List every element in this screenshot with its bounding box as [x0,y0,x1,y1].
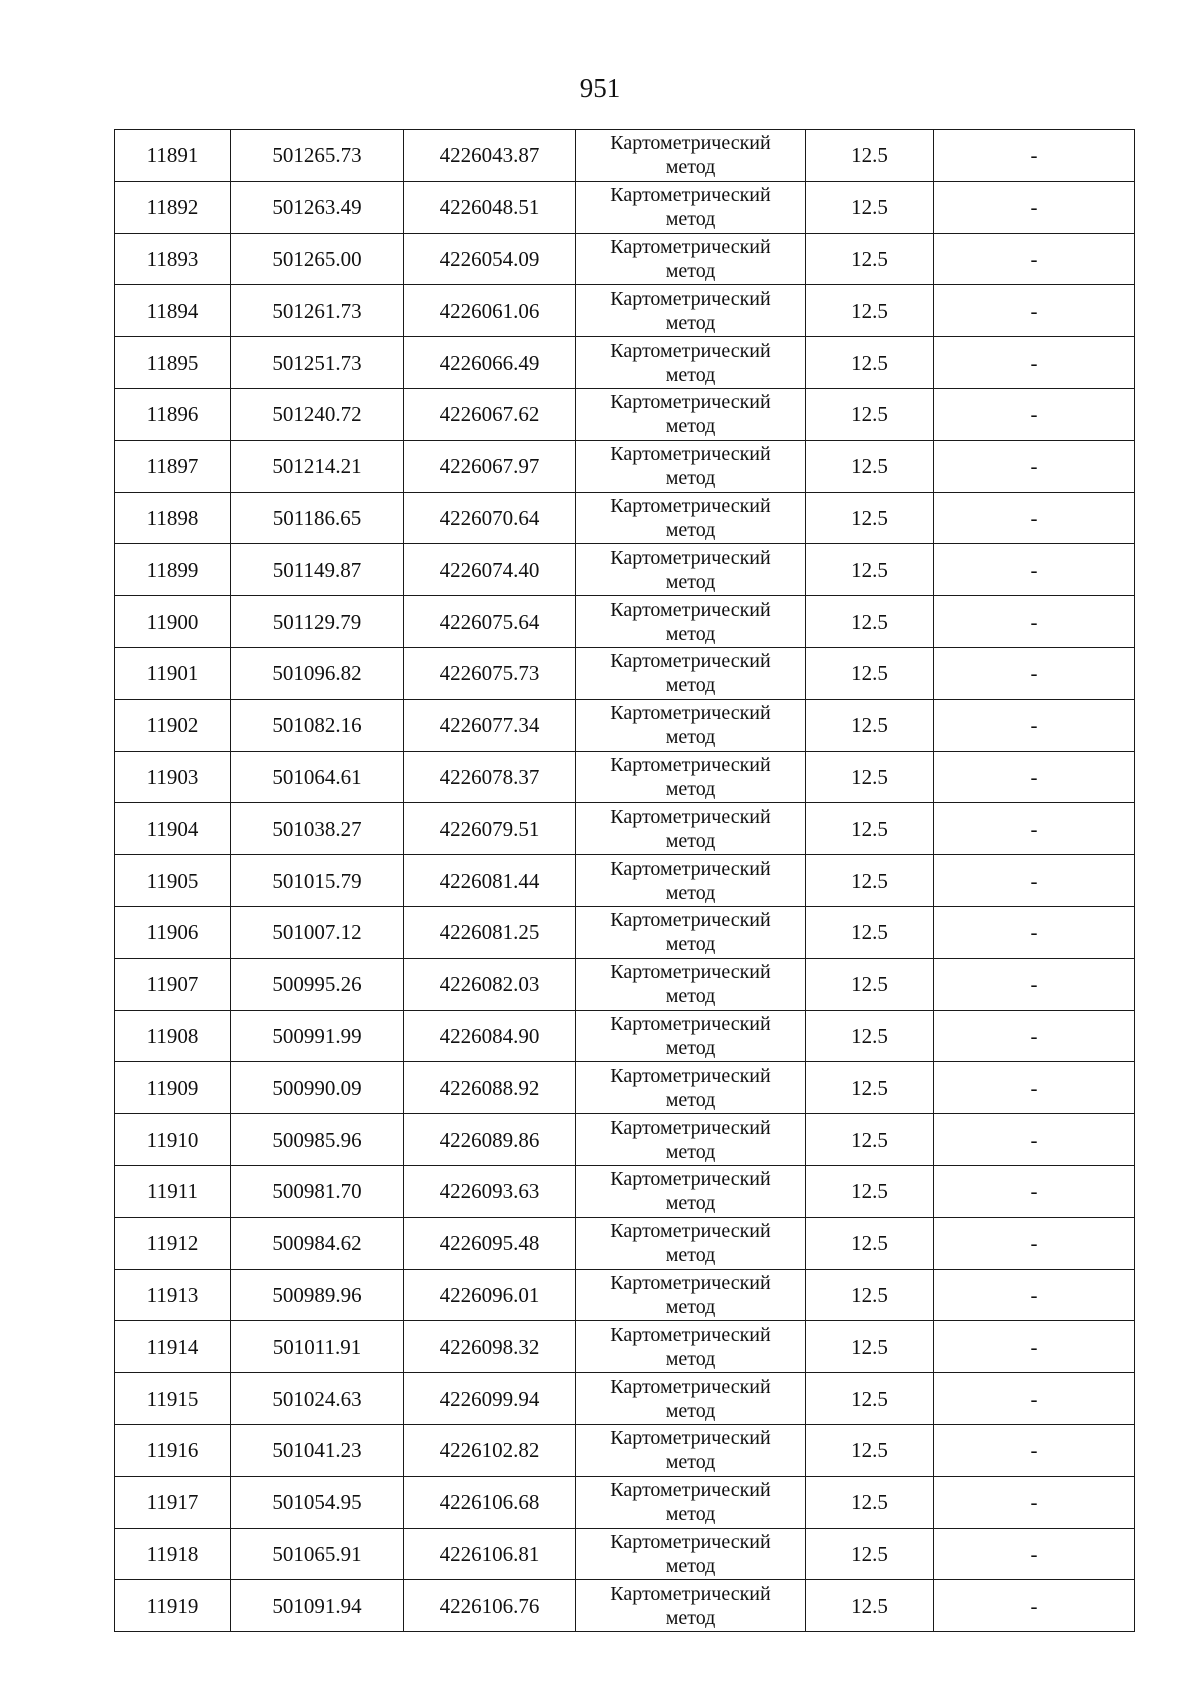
method-line-1: Картометрический [610,235,771,258]
table-row [115,388,1135,440]
accuracy-cell: 12.5 [806,440,934,492]
note-cell: - [934,285,1135,337]
method-line-1: Картометрический [610,1220,771,1243]
note-cell: - [934,1114,1135,1166]
x-coordinate-cell: 501091.94 [231,1580,404,1632]
table-row [115,1321,1135,1373]
x-coordinate-cell: 501054.95 [231,1476,404,1528]
accuracy-cell: 12.5 [806,130,934,182]
y-coordinate-cell: 4226106.68 [404,1476,576,1528]
point-number-cell: 11903 [115,751,231,803]
method-line-2: метод [665,208,716,231]
method-line-1: Картометрический [610,1116,771,1139]
table-row [115,596,1135,648]
page-number: 951 [579,73,621,103]
point-number-cell: 11910 [115,1114,231,1166]
x-coordinate-cell: 501214.21 [231,440,404,492]
point-number-cell: 11898 [115,492,231,544]
point-number-cell: 11894 [115,285,231,337]
method-line-1: Картометрический [610,1582,771,1605]
note-cell: - [934,596,1135,648]
point-number-cell: 11906 [115,906,231,958]
accuracy-cell: 12.5 [806,699,934,751]
point-number-cell: 11900 [115,596,231,648]
method-cell [576,233,806,285]
point-number-cell: 11897 [115,440,231,492]
method-cell [576,1321,806,1373]
y-coordinate-cell: 4226078.37 [404,751,576,803]
method-line-1: Картометрический [610,1427,771,1450]
point-number-cell: 11896 [115,388,231,440]
accuracy-cell: 12.5 [806,1010,934,1062]
table-row [115,337,1135,389]
point-number-cell: 11917 [115,1476,231,1528]
y-coordinate-cell: 4226067.97 [404,440,576,492]
accuracy-cell: 12.5 [806,388,934,440]
table-row [115,1062,1135,1114]
x-coordinate-cell: 501265.73 [231,130,404,182]
x-coordinate-cell: 501038.27 [231,803,404,855]
accuracy-cell: 12.5 [806,647,934,699]
table-row [115,544,1135,596]
method-line-1: Картометрический [610,546,771,569]
method-line-1: Картометрический [610,443,771,466]
table-row [115,130,1135,182]
accuracy-cell: 12.5 [806,181,934,233]
point-number-cell: 11899 [115,544,231,596]
point-number-cell: 11895 [115,337,231,389]
y-coordinate-cell: 4226095.48 [404,1217,576,1269]
accuracy-cell: 12.5 [806,1321,934,1373]
method-cell [576,1373,806,1425]
method-line-1: Картометрический [610,961,771,984]
method-cell [576,647,806,699]
y-coordinate-cell: 4226070.64 [404,492,576,544]
table-row [115,1010,1135,1062]
method-line-2: метод [665,726,716,749]
table-row [115,233,1135,285]
method-line-1: Картометрический [610,1168,771,1191]
y-coordinate-cell: 4226075.64 [404,596,576,648]
note-cell: - [934,1476,1135,1528]
point-number-cell: 11918 [115,1528,231,1580]
method-cell [576,1062,806,1114]
y-coordinate-cell: 4226043.87 [404,130,576,182]
y-coordinate-cell: 4226102.82 [404,1424,576,1476]
note-cell: - [934,544,1135,596]
point-number-cell: 11905 [115,855,231,907]
method-line-1: Картометрический [610,132,771,155]
method-cell [576,803,806,855]
method-line-2: метод [665,881,716,904]
method-line-2: метод [665,622,716,645]
point-number-cell: 11908 [115,1010,231,1062]
method-line-1: Картометрический [610,391,771,414]
method-line-1: Картометрический [610,1012,771,1035]
accuracy-cell: 12.5 [806,1373,934,1425]
method-line-2: метод [665,570,716,593]
table-row [115,1528,1135,1580]
method-line-2: метод [665,518,716,541]
x-coordinate-cell: 501024.63 [231,1373,404,1425]
x-coordinate-cell: 500995.26 [231,958,404,1010]
method-line-2: метод [665,1192,716,1215]
method-cell [576,958,806,1010]
y-coordinate-cell: 4226077.34 [404,699,576,751]
x-coordinate-cell: 501064.61 [231,751,404,803]
accuracy-cell: 12.5 [806,285,934,337]
method-line-2: метод [665,1554,716,1577]
y-coordinate-cell: 4226098.32 [404,1321,576,1373]
note-cell: - [934,1010,1135,1062]
accuracy-cell: 12.5 [806,1062,934,1114]
method-line-2: метод [665,1451,716,1474]
table-row [115,699,1135,751]
point-number-cell: 11904 [115,803,231,855]
note-cell: - [934,647,1135,699]
method-line-1: Картометрический [610,287,771,310]
accuracy-cell: 12.5 [806,906,934,958]
method-cell [576,1269,806,1321]
point-number-cell: 11902 [115,699,231,751]
y-coordinate-cell: 4226081.25 [404,906,576,958]
accuracy-cell: 12.5 [806,1165,934,1217]
point-number-cell: 11913 [115,1269,231,1321]
method-line-2: метод [665,829,716,852]
y-coordinate-cell: 4226084.90 [404,1010,576,1062]
method-line-1: Картометрический [610,909,771,932]
x-coordinate-cell: 501240.72 [231,388,404,440]
method-cell [576,440,806,492]
table-row [115,958,1135,1010]
method-line-2: метод [665,259,716,282]
note-cell: - [934,906,1135,958]
method-line-2: метод [665,1140,716,1163]
accuracy-cell: 12.5 [806,1217,934,1269]
method-cell [576,1476,806,1528]
x-coordinate-cell: 501041.23 [231,1424,404,1476]
y-coordinate-cell: 4226093.63 [404,1165,576,1217]
accuracy-cell: 12.5 [806,1476,934,1528]
method-line-2: метод [665,985,716,1008]
table-row [115,647,1135,699]
note-cell: - [934,492,1135,544]
note-cell: - [934,130,1135,182]
y-coordinate-cell: 4226099.94 [404,1373,576,1425]
y-coordinate-cell: 4226106.81 [404,1528,576,1580]
method-line-1: Картометрический [610,184,771,207]
table-row [115,1476,1135,1528]
method-line-1: Картометрический [610,1064,771,1087]
method-line-1: Картометрический [610,1479,771,1502]
table-row [115,1165,1135,1217]
x-coordinate-cell: 500981.70 [231,1165,404,1217]
table-row [115,751,1135,803]
note-cell: - [934,855,1135,907]
table-row [115,1269,1135,1321]
method-line-1: Картометрический [610,1375,771,1398]
note-cell: - [934,181,1135,233]
note-cell: - [934,1424,1135,1476]
y-coordinate-cell: 4226054.09 [404,233,576,285]
note-cell: - [934,1062,1135,1114]
note-cell: - [934,1528,1135,1580]
note-cell: - [934,1165,1135,1217]
note-cell: - [934,751,1135,803]
point-number-cell: 11907 [115,958,231,1010]
method-cell [576,1165,806,1217]
point-number-cell: 11893 [115,233,231,285]
method-cell [576,492,806,544]
x-coordinate-cell: 500984.62 [231,1217,404,1269]
table-row [115,285,1135,337]
method-line-1: Картометрический [610,857,771,880]
note-cell: - [934,1373,1135,1425]
table-row [115,1424,1135,1476]
method-cell [576,596,806,648]
method-cell [576,751,806,803]
method-line-2: метод [665,311,716,334]
point-number-cell: 11891 [115,130,231,182]
accuracy-cell: 12.5 [806,958,934,1010]
method-cell [576,1580,806,1632]
x-coordinate-cell: 500985.96 [231,1114,404,1166]
accuracy-cell: 12.5 [806,492,934,544]
x-coordinate-cell: 501265.00 [231,233,404,285]
method-cell [576,1424,806,1476]
method-line-1: Картометрический [610,494,771,517]
method-line-2: метод [665,1036,716,1059]
point-number-cell: 11919 [115,1580,231,1632]
x-coordinate-cell: 501261.73 [231,285,404,337]
method-line-2: метод [665,933,716,956]
y-coordinate-cell: 4226088.92 [404,1062,576,1114]
method-line-2: метод [665,156,716,179]
y-coordinate-cell: 4226066.49 [404,337,576,389]
y-coordinate-cell: 4226048.51 [404,181,576,233]
point-number-cell: 11909 [115,1062,231,1114]
y-coordinate-cell: 4226096.01 [404,1269,576,1321]
y-coordinate-cell: 4226061.06 [404,285,576,337]
method-line-2: метод [665,1295,716,1318]
table-row [115,440,1135,492]
method-cell [576,388,806,440]
accuracy-cell: 12.5 [806,1424,934,1476]
note-cell: - [934,337,1135,389]
point-number-cell: 11912 [115,1217,231,1269]
table-row [115,1580,1135,1632]
y-coordinate-cell: 4226081.44 [404,855,576,907]
method-cell [576,337,806,389]
y-coordinate-cell: 4226074.40 [404,544,576,596]
point-number-cell: 11892 [115,181,231,233]
method-line-2: метод [665,1606,716,1629]
accuracy-cell: 12.5 [806,337,934,389]
method-line-1: Картометрический [610,339,771,362]
x-coordinate-cell: 501007.12 [231,906,404,958]
accuracy-cell: 12.5 [806,1269,934,1321]
method-cell [576,1528,806,1580]
method-cell [576,855,806,907]
method-line-2: метод [665,1347,716,1370]
method-line-1: Картометрический [610,598,771,621]
method-cell [576,130,806,182]
y-coordinate-cell: 4226067.62 [404,388,576,440]
x-coordinate-cell: 501082.16 [231,699,404,751]
accuracy-cell: 12.5 [806,233,934,285]
y-coordinate-cell: 4226106.76 [404,1580,576,1632]
x-coordinate-cell: 501129.79 [231,596,404,648]
method-cell [576,285,806,337]
note-cell: - [934,233,1135,285]
method-line-1: Картометрический [610,805,771,828]
method-cell [576,1217,806,1269]
method-line-1: Картометрический [610,1530,771,1553]
point-number-cell: 11901 [115,647,231,699]
y-coordinate-cell: 4226075.73 [404,647,576,699]
table-row [115,181,1135,233]
y-coordinate-cell: 4226082.03 [404,958,576,1010]
x-coordinate-cell: 501011.91 [231,1321,404,1373]
accuracy-cell: 12.5 [806,803,934,855]
table-row [115,803,1135,855]
note-cell: - [934,388,1135,440]
x-coordinate-cell: 500989.96 [231,1269,404,1321]
point-number-cell: 11916 [115,1424,231,1476]
point-number-cell: 11914 [115,1321,231,1373]
x-coordinate-cell: 501096.82 [231,647,404,699]
note-cell: - [934,1321,1135,1373]
method-line-1: Картометрический [610,650,771,673]
method-line-2: метод [665,674,716,697]
y-coordinate-cell: 4226089.86 [404,1114,576,1166]
x-coordinate-cell: 500990.09 [231,1062,404,1114]
note-cell: - [934,958,1135,1010]
y-coordinate-cell: 4226079.51 [404,803,576,855]
note-cell: - [934,1269,1135,1321]
accuracy-cell: 12.5 [806,1528,934,1580]
method-cell [576,906,806,958]
method-line-2: метод [665,1503,716,1526]
x-coordinate-cell: 501186.65 [231,492,404,544]
x-coordinate-cell: 501015.79 [231,855,404,907]
x-coordinate-cell: 501263.49 [231,181,404,233]
method-line-1: Картометрический [610,753,771,776]
accuracy-cell: 12.5 [806,1114,934,1166]
accuracy-cell: 12.5 [806,855,934,907]
method-line-2: метод [665,1088,716,1111]
method-line-2: метод [665,363,716,386]
x-coordinate-cell: 501149.87 [231,544,404,596]
table-row [115,1373,1135,1425]
note-cell: - [934,1580,1135,1632]
method-line-1: Картометрический [610,1323,771,1346]
table-row [115,1217,1135,1269]
accuracy-cell: 12.5 [806,1580,934,1632]
method-line-2: метод [665,1399,716,1422]
accuracy-cell: 12.5 [806,751,934,803]
accuracy-cell: 12.5 [806,596,934,648]
method-cell [576,699,806,751]
x-coordinate-cell: 500991.99 [231,1010,404,1062]
accuracy-cell: 12.5 [806,544,934,596]
table-row [115,906,1135,958]
method-line-2: метод [665,777,716,800]
method-line-2: метод [665,1244,716,1267]
method-cell [576,1114,806,1166]
method-line-1: Картометрический [610,702,771,725]
method-line-2: метод [665,467,716,490]
point-number-cell: 11915 [115,1373,231,1425]
table-row [115,492,1135,544]
table-row [115,1114,1135,1166]
method-line-1: Картометрический [610,1271,771,1294]
method-line-2: метод [665,415,716,438]
table-body [115,130,1135,1632]
x-coordinate-cell: 501251.73 [231,337,404,389]
note-cell: - [934,1217,1135,1269]
coordinates-table [114,129,1135,1632]
method-cell [576,181,806,233]
x-coordinate-cell: 501065.91 [231,1528,404,1580]
note-cell: - [934,440,1135,492]
note-cell: - [934,803,1135,855]
table-row [115,855,1135,907]
note-cell: - [934,699,1135,751]
method-cell [576,1010,806,1062]
method-cell [576,544,806,596]
point-number-cell: 11911 [115,1165,231,1217]
